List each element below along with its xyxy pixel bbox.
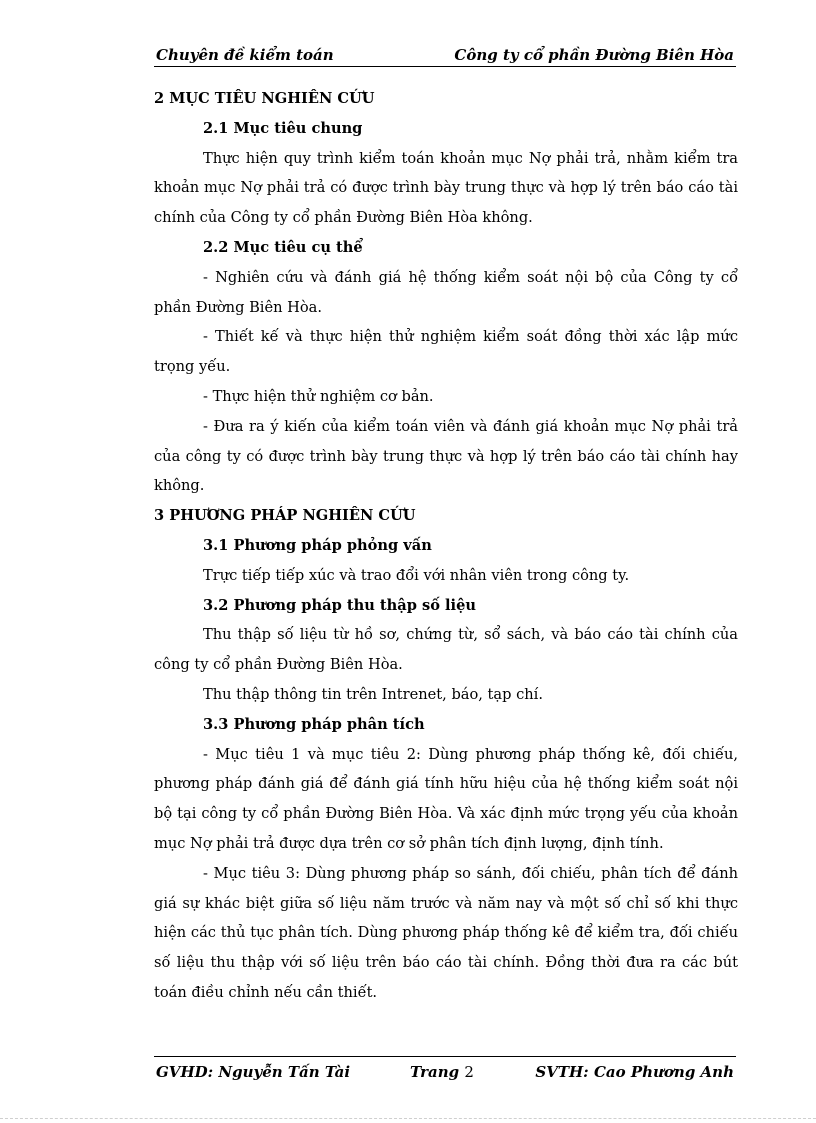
paragraph: Thực hiện quy trình kiểm toán khoản mục Nợ phải trả, nhằm kiểm tra khoản mục Nợ phải trả có được trình bày trung thực và hợp lý trên báo cáo tài chính của Công ty cổ phần Đường Biên Hòa không.	[154, 149, 738, 227]
paragraph: - Đưa ra ý kiến của kiểm toán viên và đánh giá khoản mục Nợ phải trả của công ty có được trình bày trung thực và hợp lý trên báo cáo tài chính hay không.	[154, 417, 738, 495]
page-edge-divider	[0, 1118, 816, 1119]
paragraph: - Mục tiêu 1 và mục tiêu 2: Dùng phương pháp thống kê, đối chiếu, phương pháp đánh giá để đánh giá tính hữu hiệu của hệ thống kiểm soát nội bộ tại công ty cổ phần Đường Biên Hòa. Và xác định mức trọng yếu của khoản mục Nợ phải trả được dựa trên cơ sở phân tích định lượng, định tính.	[154, 745, 738, 852]
paragraph: - Thiết kế và thực hiện thử nghiệm kiểm soát đồng thời xác lập mức trọng yếu.	[154, 328, 738, 376]
section-heading: 3 PHƯƠNG PHÁP NGHIÊN CỨU	[154, 507, 416, 525]
header-subject: Chuyên đề kiểm toán	[156, 46, 334, 64]
document-body	[154, 84, 738, 1008]
subsection-heading: 2.1 Mục tiêu chung	[203, 119, 363, 137]
subsection-heading: 3.3 Phương pháp phân tích	[203, 715, 425, 733]
header-company: Công ty cổ phần Đường Biên Hòa	[454, 46, 734, 64]
page-footer	[154, 1056, 736, 1087]
footer-page	[410, 1063, 474, 1081]
paragraph: - Thực hiện thử nghiệm cơ bản.	[203, 387, 434, 405]
section-heading: 2 MỤC TIÊU NGHIÊN CỨU	[154, 90, 375, 107]
paragraph: Thu thập số liệu từ hồ sơ, chứng từ, sổ sách, và báo cáo tài chính của công ty cổ phần Đường Biên Hòa.	[154, 626, 738, 674]
page-header	[154, 44, 736, 67]
subsection-heading: 3.1 Phương pháp phỏng vấn	[203, 536, 432, 554]
footer-student: SVTH: Cao Phương Anh	[535, 1063, 734, 1081]
paragraph: - Mục tiêu 3: Dùng phương pháp so sánh, đối chiếu, phân tích để đánh giá sự khác biệt giữa số liệu năm trước và năm nay và một số chỉ số khi thực hiện các thủ tục phân tích. Dùng phương pháp thống kê để kiểm tra, đối chiếu số liệu thu thập với số liệu trên báo cáo tài chính. Đồng thời đưa ra các bút toán điều chỉnh nếu cần thiết.	[154, 864, 738, 1001]
paragraph: - Nghiên cứu và đánh giá hệ thống kiểm soát nội bộ của Công ty cổ phần Đường Biên Hòa.	[154, 268, 738, 316]
footer-advisor: GVHD: Nguyễn Tấn Tài	[156, 1063, 351, 1081]
paragraph: Thu thập thông tin trên Intrenet, báo, tạp chí.	[203, 685, 543, 703]
subsection-heading: 2.2 Mục tiêu cụ thể	[203, 238, 363, 256]
subsection-heading: 3.2 Phương pháp thu thập số liệu	[203, 596, 476, 614]
footer-page-number: 2	[464, 1063, 474, 1081]
footer-page-label: Trang	[410, 1063, 460, 1081]
paragraph: Trực tiếp tiếp xúc và trao đổi với nhân viên trong công ty.	[203, 566, 630, 584]
